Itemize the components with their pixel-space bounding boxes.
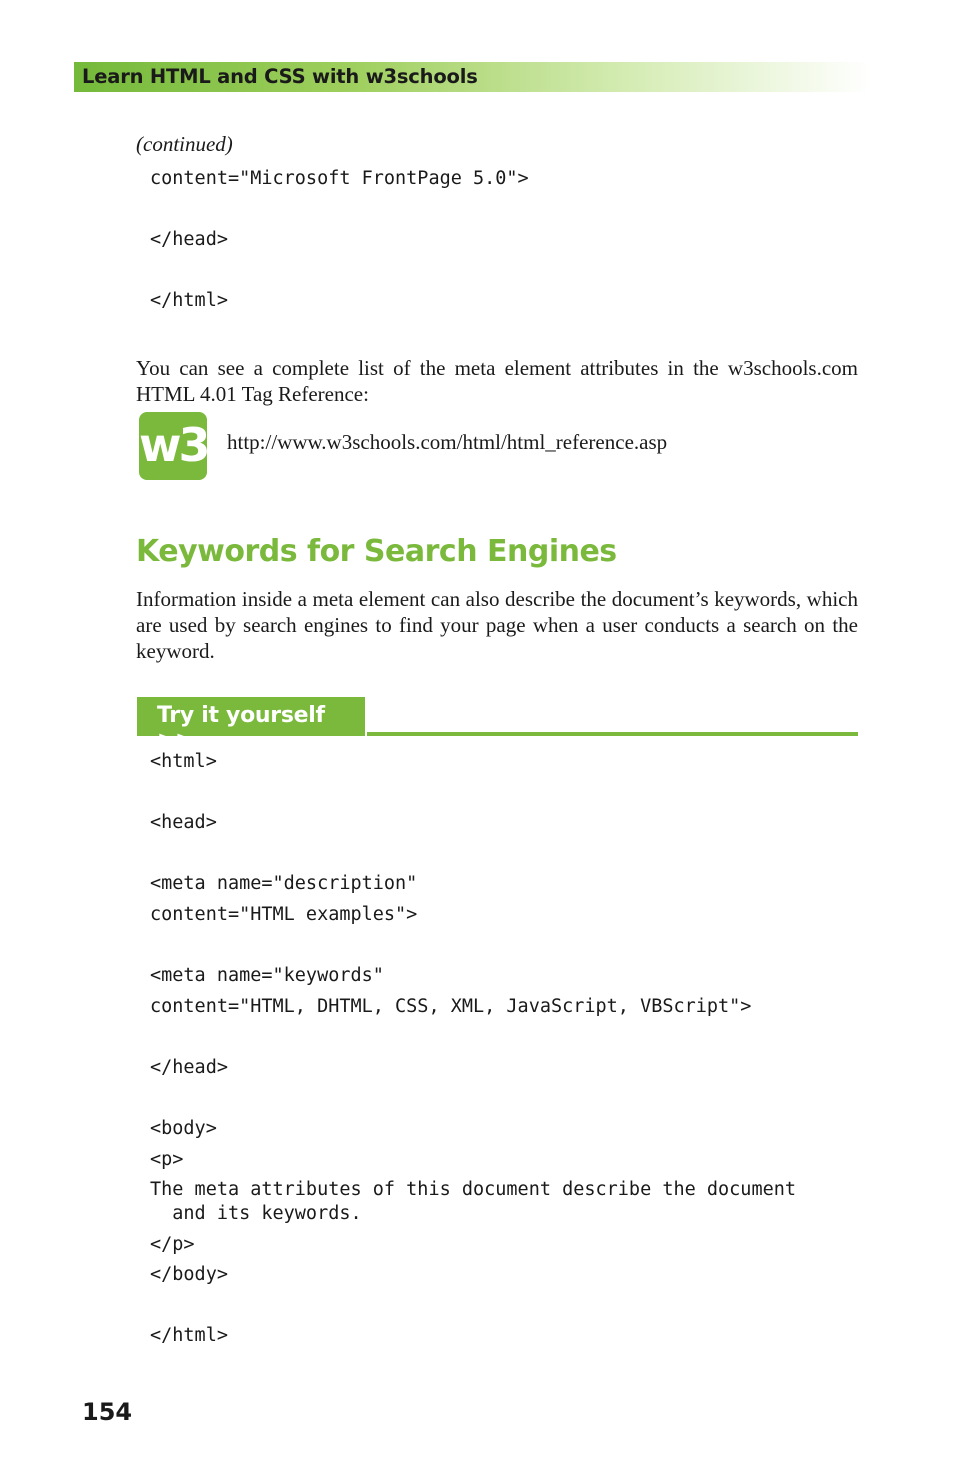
reference-paragraph: You can see a complete list of the meta element attributes in the w3schools.com HTML 4.01 Tag Reference:: [136, 356, 858, 406]
section-heading: Keywords for Search Engines: [136, 534, 617, 569]
code-line: <meta name="keywords": [150, 965, 384, 986]
code-line: content="HTML examples">: [150, 904, 418, 925]
try-it-divider: [367, 732, 858, 736]
code-line: <meta name="description": [150, 873, 418, 894]
try-it-yourself-banner: [137, 697, 365, 753]
code-line: </html>: [150, 290, 228, 311]
code-line: </p>: [150, 1234, 195, 1255]
page-number: 154: [82, 1398, 133, 1426]
section-paragraph: Information inside a meta element can also describe the document’s keywords, which are used by search engines to find your page when a user conducts a search on the keyword.: [136, 587, 858, 663]
code-line: </body>: [150, 1264, 228, 1285]
reference-url: http://www.w3schools.com/html/html_reference.asp: [227, 430, 668, 454]
code-line: </head>: [150, 229, 228, 250]
running-header-bar: [74, 62, 870, 92]
continued-label: (continued): [136, 132, 233, 156]
w3schools-logo-icon: [139, 412, 207, 480]
code-line: <p>: [150, 1149, 184, 1170]
code-line: <head>: [150, 812, 217, 833]
code-line: <html>: [150, 751, 217, 772]
w3schools-logo-text: w3: [139, 418, 208, 472]
try-it-yourself-label: Try it yourself >>: [157, 703, 325, 753]
code-line: content="Microsoft FrontPage 5.0">: [150, 168, 529, 189]
code-line: content="HTML, DHTML, CSS, XML, JavaScript, VBScript">: [150, 996, 752, 1017]
code-line: </html>: [150, 1325, 228, 1346]
code-line: and its keywords.: [150, 1203, 362, 1224]
code-line: The meta attributes of this document describe the document: [150, 1179, 797, 1200]
running-header-title: Learn HTML and CSS with w3schools: [82, 65, 478, 88]
code-line: </head>: [150, 1057, 228, 1078]
code-line: <body>: [150, 1118, 217, 1139]
